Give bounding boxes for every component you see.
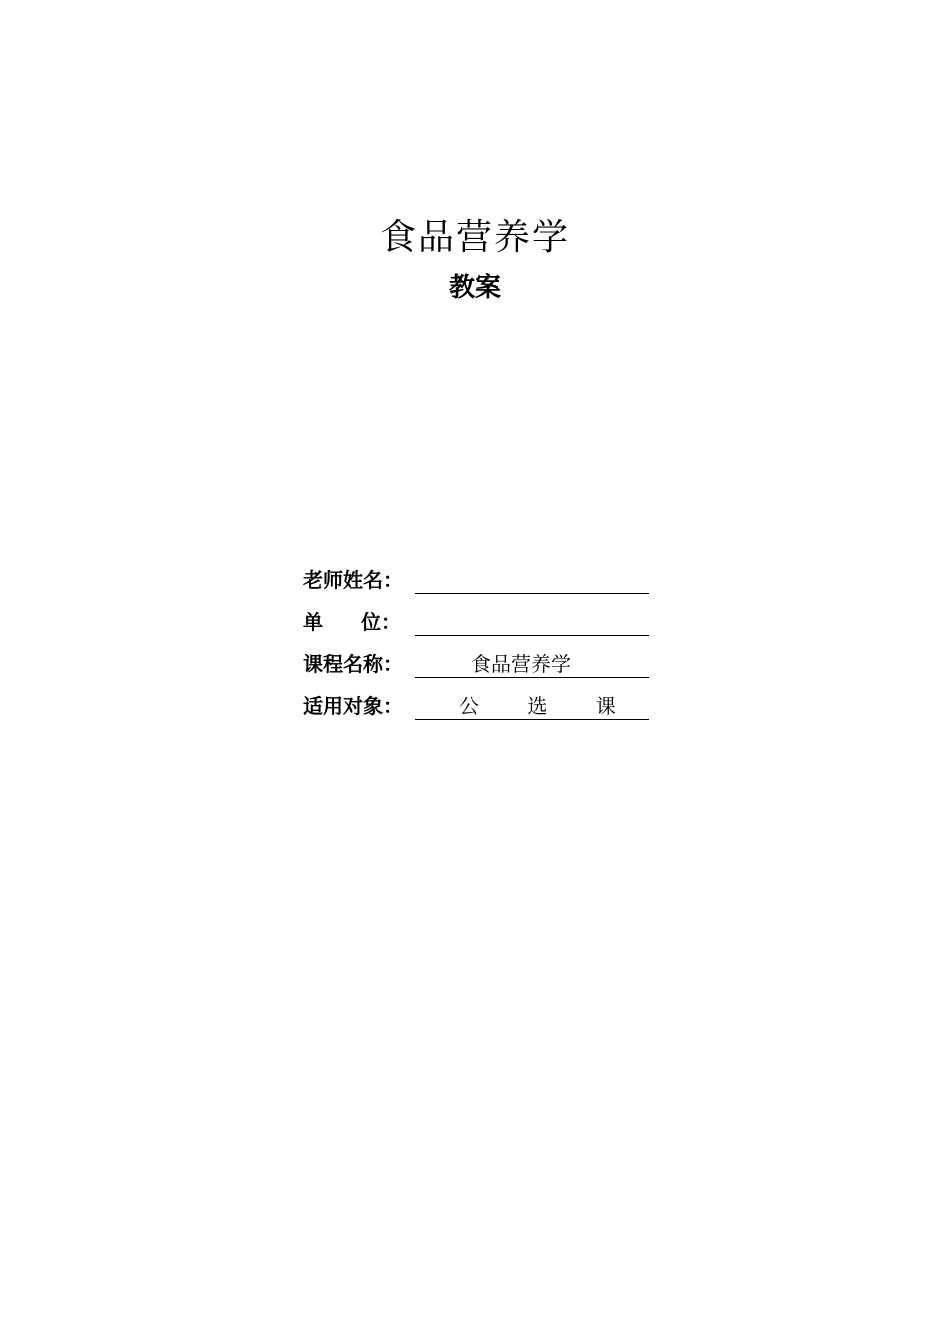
unit-label-last: 位： (361, 610, 401, 634)
teacher-name-field (415, 566, 649, 594)
course-name-row (303, 646, 663, 688)
unit-label-first: 单 (303, 610, 323, 634)
teacher-name-label: 老师姓名： (303, 568, 403, 592)
course-name-field (415, 650, 649, 678)
document-subtitle: 教案 (448, 273, 501, 303)
unit-field (415, 608, 649, 636)
document-title: 食品营养学 (379, 217, 570, 258)
unit-row (303, 604, 663, 646)
audience-row (303, 688, 663, 730)
unit-label (303, 608, 401, 636)
course-name-label: 课程名称： (303, 652, 403, 676)
course-name-value: 食品营养学 (471, 652, 571, 676)
audience-field (415, 692, 649, 720)
audience-label: 适用对象： (303, 694, 403, 718)
audience-value: 公 选 课 (459, 694, 616, 718)
cover-info-form (303, 562, 663, 730)
teacher-name-row (303, 562, 663, 604)
